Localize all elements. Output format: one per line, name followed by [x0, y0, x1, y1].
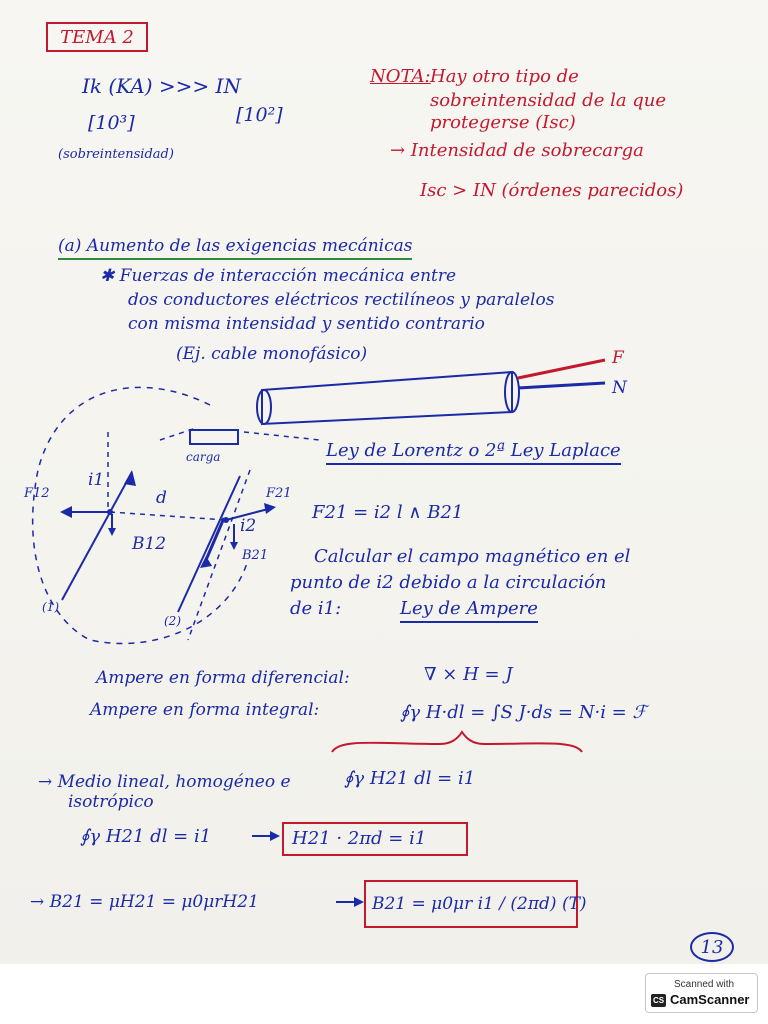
boxed-b21-result: B21 = μ0μr i1 / (2πd) (T) [372, 894, 587, 914]
example-label: (Ej. cable monofásico) [176, 344, 368, 364]
law-text-line-2: punto de i2 debido a la circulación [290, 572, 607, 593]
bullet-line-3: con misma intensidad y sentido contrario [128, 314, 485, 334]
ampere-differential-label: Ampere en forma diferencial: [96, 668, 350, 688]
phase-label: F [612, 348, 624, 368]
boxed-h21-result: H21 · 2πd = i1 [292, 828, 427, 849]
scanner-caption: Scanned with [674, 979, 735, 990]
note-relation: Isc > IN (órdenes parecidos) [420, 180, 684, 201]
load-label: carga [186, 450, 221, 464]
camscanner-badge [645, 973, 758, 1013]
field-b12-label: B12 [132, 534, 167, 554]
note-line-1: Hay otro tipo de [430, 66, 579, 87]
lorentz-formula: F21 = i2 l ∧ B21 [312, 502, 464, 523]
medium-line-2: isotrópico [68, 792, 154, 812]
field-b21-label: B21 [242, 548, 269, 563]
short-circuit-relation: Ik (KA) >>> IN [82, 74, 241, 98]
page-title: TEMA 2 [46, 22, 148, 52]
b21-expression: → B21 = μH21 = μ0μrH21 [30, 892, 259, 912]
ampere-differential-formula: ∇ × H = J [424, 664, 513, 685]
note-line-2: sobreintensidad de la que [430, 90, 667, 111]
integral-result-step: ∮γ H21 dl = i1 [80, 826, 212, 847]
medium-line-1: → Medio lineal, homogéneo e [38, 772, 291, 792]
bullet-line-2: dos conductores eléctricos rectilíneos y paralelos [128, 290, 555, 310]
medium-integral-formula: ∮γ H21 dl = i1 [344, 768, 476, 789]
note-label: NOTA: [370, 66, 431, 87]
current-i2-label: i2 [240, 516, 257, 536]
order-short-circuit: [10³] [88, 112, 135, 134]
section-heading: (a) Aumento de las exigencias mecánicas [58, 236, 412, 260]
law-text-line-1: Calcular el campo magnético en el [314, 546, 631, 567]
force-f21-label: F21 [266, 486, 292, 501]
note-line-3: protegerse (Isc) [430, 112, 576, 133]
ampere-integral-label: Ampere en forma integral: [90, 700, 320, 720]
law-text-line-3: de i1: [290, 598, 342, 619]
camscanner-logo-icon: CS [652, 996, 665, 1005]
neutral-label: N [612, 378, 627, 398]
lorentz-law-title: Ley de Lorentz o 2ª Ley Laplace [326, 440, 621, 465]
overcurrent-caption: (sobreintensidad) [58, 147, 174, 162]
current-i1-label: i1 [88, 470, 105, 490]
force-f12-label: F12 [24, 486, 50, 501]
scanner-app-name: CamScanner [670, 992, 750, 1007]
conductor-2-label: (2) [164, 614, 181, 628]
bullet-line-1: ✱ Fuerzas de interacción mecánica entre [100, 266, 457, 286]
ampere-law-link: Ley de Ampere [400, 598, 538, 623]
order-nominal: [10²] [236, 104, 283, 126]
note-overload-current: → Intensidad de sobrecarga [390, 140, 644, 161]
page-number: 13 [690, 932, 734, 962]
ampere-integral-formula: ∮γ H·dl = ∫S J·ds = N·i = ℱ [400, 702, 647, 723]
conductor-1-label: (1) [42, 600, 59, 614]
cable-sketch [257, 360, 605, 424]
distance-label: d [156, 488, 167, 508]
